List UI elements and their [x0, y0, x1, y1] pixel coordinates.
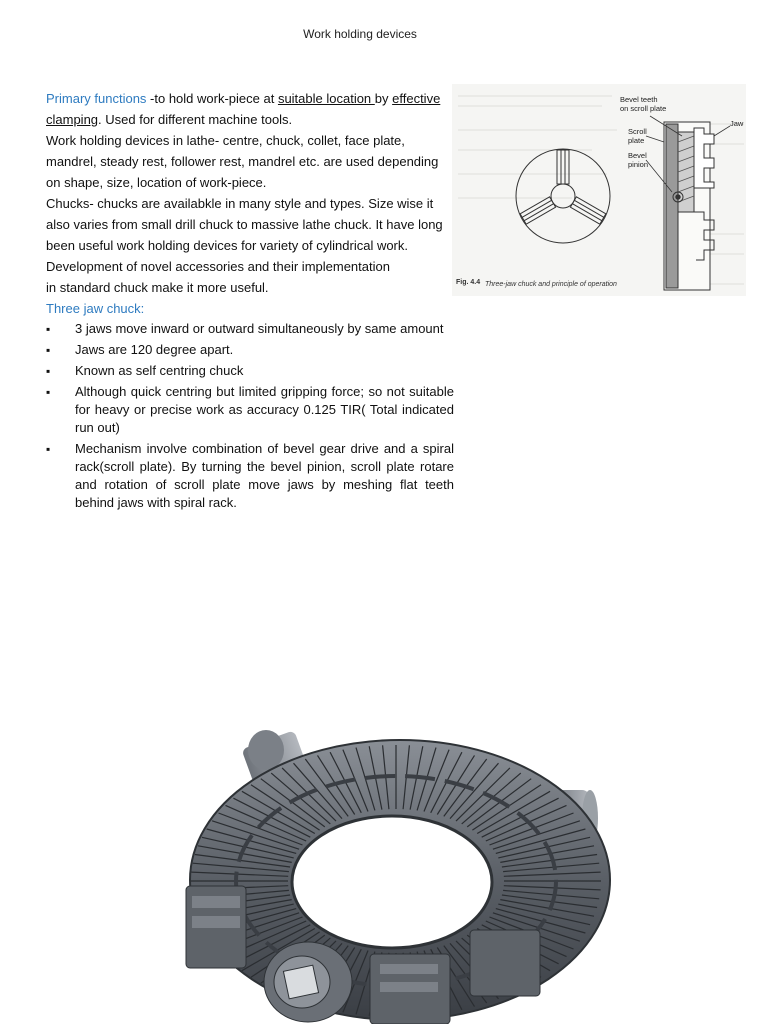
chucks-paragraph-end: in standard chuck make it more useful. [46, 280, 269, 295]
primary-functions-label: Primary functions [46, 91, 147, 106]
intro-seg-3: . Used for different machine tools. [98, 112, 293, 127]
bullet-item: ▪ Mechanism involve combination of bevel gear drive and a spiral rack(scroll plate). By turning the bevel pinion, scroll plate rotare and rotation of scroll plate move jaws by meshing flat teeth behind jaws with spiral rack. [46, 440, 454, 512]
label-bevel-teeth-2: on scroll plate [620, 104, 667, 113]
chuck-diagram [452, 84, 746, 296]
caption-number: Fig. 4.4 [456, 279, 481, 286]
page-header-title: Work holding devices [303, 27, 417, 41]
work-holding-paragraph: Work holding devices in lathe- centre, chuck, collet, face plate, mandrel, steady rest, follower rest, mandrel etc. are used depending on shape, size, location of work-piece. [46, 133, 439, 190]
label-bevel-teeth-1: Bevel teeth [620, 95, 658, 104]
jaw-bottom [370, 954, 450, 1024]
body-text [46, 88, 454, 319]
three-jaw-chuck-figure [452, 84, 746, 296]
suitable-location-underlined: suitable location [277, 91, 375, 106]
label-bevel-pinion-1: Bevel [628, 151, 647, 160]
primary-functions-paragraph [46, 88, 454, 130]
front-pinion [264, 942, 352, 1022]
chuck-section-view [664, 122, 714, 290]
chucks-paragraph [46, 193, 454, 277]
scroll-mechanism-render [170, 720, 620, 1024]
three-jaw-bullet-list [46, 320, 454, 515]
caption-text: Three-jaw chuck and principle of operation [485, 281, 617, 288]
figure-caption [456, 279, 617, 288]
label-scroll-plate-2: plate [628, 136, 645, 145]
label-bevel-pinion-2: pinion [628, 160, 649, 169]
intro-seg-1: -to hold work-piece at [146, 91, 278, 106]
chucks-paragraph-text: Chucks- chucks are availabkle in many style and types. Size wise it also varies from small drill chuck to massive lathe chuck. It have long been useful work holding devices for variety of cylindrical work. Development of novel accessories and their implementation [46, 196, 443, 274]
effective-clamping-underlined: effective clamping [46, 91, 441, 127]
label-scroll-plate-1: Scroll [628, 127, 647, 136]
bullet-item: ▪ 3 jaws move inward or outward simultaneously by same amount [46, 320, 454, 338]
chuck-front-view [516, 149, 610, 243]
intro-seg-2: by [374, 91, 393, 106]
label-jaw: Jaw [730, 119, 744, 128]
jaw-right [470, 930, 540, 996]
gear-render [170, 720, 620, 1024]
jaw-left [186, 886, 246, 968]
bullet-item: ▪ Jaws are 120 degree apart. [46, 341, 454, 359]
bullet-item: ▪ Although quick centring but limited gripping force; so not suitable for heavy or precise work as accuracy 0.125 TIR( Total indicated run out) [46, 383, 454, 437]
three-jaw-chuck-heading: Three jaw chuck: [46, 301, 145, 316]
bullet-item: ▪ Known as self centring chuck [46, 362, 454, 380]
